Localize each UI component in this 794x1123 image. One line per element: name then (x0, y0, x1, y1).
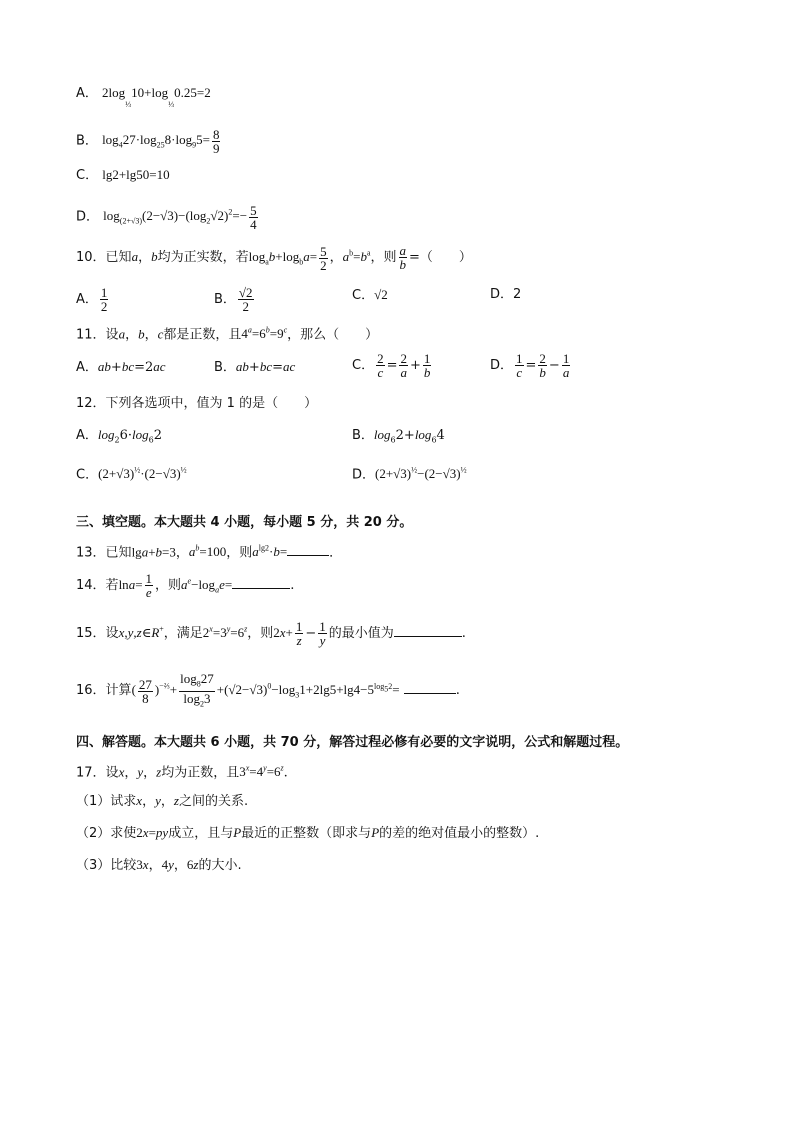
q17-part-2: （2）求使2x=py成立，且与P最近的正整数（即求与P的差的绝对值最小的整数）. (76, 825, 540, 841)
q17-text-b: 均为正数，且 (161, 765, 240, 781)
q10-option-d-label: D．2 (490, 287, 522, 302)
q11-option-a: A．ab+bc=2ac (76, 359, 166, 375)
q15-answer-blank[interactable] (394, 624, 462, 637)
q13-stem: 13．已知lga+b=3，$a^b=100$，则$a^{lg2}\cdot b=$ ． (76, 544, 343, 561)
q16-text-a: 计算 (105, 683, 132, 699)
q15-text-c: ，则 (247, 626, 274, 641)
q14-number: 14． (76, 578, 106, 593)
q17-part-3-text: 比较 (110, 858, 137, 873)
q15-text-e: . (461, 626, 466, 641)
q12-number: 12． (76, 396, 106, 411)
q9-option-d (76, 204, 260, 231)
q10-option-b: B． $\frac{√2}{2}$ (214, 285, 253, 314)
q12-option-b-label: B． (352, 428, 374, 443)
q16-expression: ( $\frac{27}{8}$ )$^{-\frac{2}{3}}$+ $\frac{\log_827}{\log_23}$ $+(√2-√3)^0-\log_31+2\lg 5+\lg 4-5^{log_52}=$ (131, 671, 400, 709)
q17-part-3: （3）比较3x，4y，6z的大小. (76, 857, 242, 873)
q15-text-d: 的最小值为 (328, 626, 394, 641)
q11-stem: 11．设a，b，c都是正数，且$4^a=6^b=9^c$，那么（ ） (76, 326, 379, 343)
q14-stem: 14．若lna= $\frac{1}{e}$ ，则$a^e-\log_ae=$ . (76, 571, 295, 600)
q11-text-b: 都是正数，且 (163, 327, 242, 343)
q11-option-b-label: B． (214, 360, 236, 375)
q9-option-b-expr: $\log_427\cdot\log_{25}8\cdot\log_95=$ $\frac{8}{9}$ (102, 127, 220, 156)
q17-part-2-text-c: 最近的正整数（即求与 (241, 826, 372, 841)
q10-option-c: C．√2 (352, 287, 388, 303)
q11-number: 11． (76, 327, 106, 343)
q13-answer-blank[interactable] (287, 543, 329, 556)
q11-option-a-label: A． (76, 360, 98, 375)
q11-option-d: D． $\frac{1}{c}$ = $\frac{2}{b}$ − $\frac{1}{a}$ (490, 351, 570, 380)
q11-option-c: C． $\frac{2}{c}$ = $\frac{2}{a}$ + $\frac{1}{b}$ (352, 351, 431, 380)
q10-option-a-label: A． (76, 292, 98, 307)
q9-option-a (76, 84, 211, 108)
q10-condition: $\log_ab+\log_ba=$ $\frac{5}{2}$ ，$a^b=b^a$ (248, 243, 371, 273)
q11-option-d-label: D． (490, 358, 514, 373)
q9-option-c-label: C． (76, 168, 99, 183)
q12-option-d-label: D． (352, 467, 376, 483)
q17-part-2-label: （2） (76, 826, 111, 841)
q17-part-1-label: （1） (76, 794, 111, 809)
q14-text-c: . (290, 578, 295, 593)
q9-option-b (76, 128, 222, 155)
q9-option-c-expr: lg2+lg50=10 (102, 167, 170, 182)
q12-stem (76, 395, 317, 413)
q10-number: 10． (76, 250, 106, 265)
q15-text-a: 设 (105, 626, 119, 641)
q17-part-2-text-d: 的差的绝对值最小的整数）. (379, 826, 540, 841)
q9-option-d-label: D． (76, 209, 100, 225)
section4-title: 四、解答题。本大题共 6 小题，共 70 分，解答过程必修有必要的文字说明，公式和解题过程。 (76, 735, 629, 750)
q10-text-d: （ ） (419, 250, 472, 265)
q9-option-d-expr: $\log_{(2+√3)}(2-√3)-(\log_2√2)^2=-$ $\frac{5}{4}$ (103, 203, 257, 232)
q12-option-d: D．$(2+√3)^{\frac{1}{2}}-(2-√3)^{\frac{1}{2}}$ (352, 466, 467, 483)
q12-option-b: B．$\log_62+\log_64$ (352, 427, 445, 445)
q13-text-c: ． (329, 545, 343, 561)
q17-part-1-text: 试求 (110, 794, 137, 809)
q13-text-b: ，则 (226, 545, 253, 561)
q13-number: 13． (76, 545, 106, 561)
q11-option-b: B．ab+bc=ac (214, 359, 296, 375)
q10-text-b: 均为正实数，若 (157, 250, 249, 265)
q11-option-c-label: C． (352, 358, 375, 373)
q10-option-a: A． $\frac{1}{2}$ (76, 285, 108, 314)
q10-stem: 10．已知a，b均为正实数，若$\log_ab+\log_ba=$ $\frac{5}{2}$ ，$a^b=b^a$，则 $\frac{a}{b}$ =（ ） (76, 243, 472, 273)
q15-stem: 15．设x,y,z∈R+，满足$2^x=3^y=6^z$，则2x+ $\frac{1}{z}$ − $\frac{1}{y}$ 的最小值为 . (76, 619, 466, 648)
q16-text-e: . (455, 683, 460, 699)
q10-option-b-label: B． (214, 292, 236, 307)
q14-text-a: 若 (105, 578, 119, 593)
q12-option-c-label: C． (76, 467, 99, 483)
q15-text-b: ，满足 (163, 626, 203, 641)
q9-option-c (76, 166, 170, 185)
q14-answer-blank[interactable] (232, 576, 290, 589)
q11-text-c: ，那么（ ） (287, 327, 379, 343)
q10-text-a: 已知 (105, 250, 132, 265)
q9-option-b-label: B． (76, 133, 98, 149)
q13-text-a: 已知 (105, 545, 132, 561)
q10-option-c-label: C． (352, 288, 375, 303)
q10-text-c: ，则 (370, 250, 397, 265)
q17-part-3-label: （3） (76, 858, 111, 873)
q17-number: 17． (76, 765, 106, 781)
q14-text-b: ，则 (155, 578, 182, 593)
q17-stem: 17．设x，y，z均为正数，且$3^x=4^y=6^z$. (76, 764, 288, 781)
q17-part-1: （1）试求x，y，z之间的关系. (76, 793, 249, 809)
q10-option-d (490, 286, 521, 304)
section3-title: 三、填空题。本大题共 4 小题，每小题 5 分，共 20 分。 (76, 515, 413, 530)
q12-option-a-label: A． (76, 428, 98, 443)
q9-option-a-expr: $2\log_{\frac{1}{3}}10+\log_{\frac{1}{3}}0.25=2$ (102, 85, 211, 109)
q17-text-a: 设 (105, 765, 119, 781)
q15-number: 15． (76, 626, 106, 641)
q17-part-3-text-b: 的大小. (198, 858, 242, 873)
q17-part-2-text: 求使 (110, 826, 137, 841)
q16-answer-blank[interactable] (404, 681, 456, 694)
q17-part-1-text-b: 之间的关系. (178, 794, 249, 809)
q17-part-2-text-b: 成立，且与 (168, 826, 234, 841)
q11-text-a: 设 (105, 327, 119, 343)
q16-number: 16． (76, 683, 106, 699)
q9-option-a-label: A． (76, 86, 98, 101)
q16-stem (76, 672, 460, 710)
q12-option-c: C．$(2+√3)^{\frac{1}{2}}\cdot(2-√3)^{\frac{1}{2}}$ (76, 466, 187, 483)
q12-option-a: A．$\log_26\cdot\log_62$ (76, 427, 163, 445)
q12-text: 下列各选项中，值为 1 的是（ ） (105, 396, 318, 411)
